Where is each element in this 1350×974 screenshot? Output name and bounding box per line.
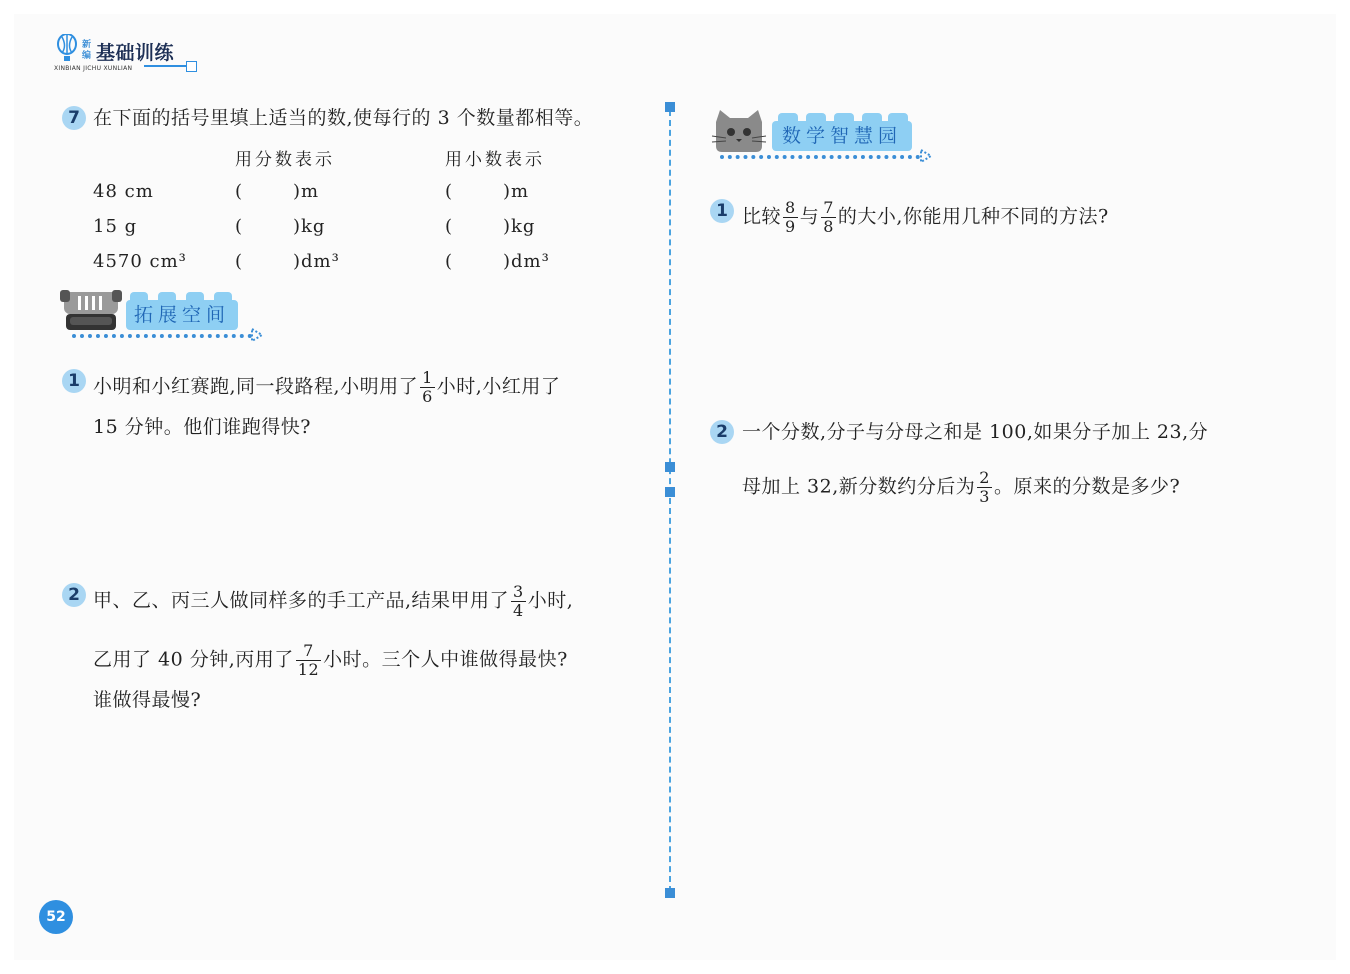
fraction bbox=[296, 642, 321, 679]
arrow-icon bbox=[250, 328, 264, 342]
paren-open: ( bbox=[445, 251, 454, 272]
cat-icon bbox=[710, 108, 768, 154]
dotted-underline bbox=[72, 334, 252, 338]
paren-open: ( bbox=[445, 181, 454, 202]
question-text: 小时,小红用了 bbox=[436, 375, 561, 398]
question-text: 一个分数,分子与分母之和是 100,如果分子加上 23,分 bbox=[742, 421, 1209, 443]
section-title: 拓展空间 bbox=[126, 300, 238, 330]
paren-open: ( bbox=[445, 216, 454, 237]
paren-open: ( bbox=[235, 181, 244, 202]
logo-title: 基础训练 bbox=[96, 42, 175, 64]
logo-box bbox=[186, 61, 197, 72]
question-line bbox=[742, 199, 1109, 236]
unit-cell: )kg bbox=[503, 216, 536, 237]
divider-marker bbox=[665, 888, 675, 898]
fraction bbox=[977, 469, 992, 506]
logo-small-1: 新 bbox=[82, 40, 92, 50]
page-number: 52 bbox=[39, 900, 73, 934]
column-header-fraction: 用分数表示 bbox=[235, 150, 335, 170]
question-number: 2 bbox=[710, 420, 734, 444]
fraction-denominator: 6 bbox=[422, 387, 433, 406]
divider-marker bbox=[665, 487, 675, 497]
question-text: 小时。三个人中谁做得最快? bbox=[323, 648, 568, 671]
fraction-numerator: 3 bbox=[513, 582, 524, 601]
unit-cell: )dm³ bbox=[503, 251, 550, 272]
fraction bbox=[511, 583, 526, 620]
dotted-underline bbox=[720, 155, 920, 159]
fraction-denominator: 9 bbox=[785, 217, 796, 236]
paren-open: ( bbox=[235, 251, 244, 272]
question-text: 甲、乙、丙三人做同样多的手工产品,结果甲用了 bbox=[93, 589, 510, 612]
question-text: 。原来的分数是多少? bbox=[993, 475, 1181, 498]
quantity-cell: 15 g bbox=[93, 216, 138, 237]
fraction-numerator: 7 bbox=[296, 642, 321, 661]
question-number: 1 bbox=[710, 199, 734, 223]
quantity-cell: 48 cm bbox=[93, 181, 154, 202]
question-line bbox=[93, 583, 573, 620]
column-divider bbox=[669, 110, 671, 892]
question-line bbox=[93, 369, 560, 406]
logo-pinyin: XINBIAN JICHU XUNLIAN bbox=[54, 65, 133, 72]
unit-cell: )kg bbox=[293, 216, 326, 237]
fraction-numerator: 2 bbox=[979, 468, 990, 487]
question-text: 15 分钟。他们谁跑得快? bbox=[93, 416, 311, 438]
divider-marker bbox=[665, 102, 675, 112]
fraction-denominator: 4 bbox=[513, 601, 524, 620]
fraction bbox=[783, 199, 798, 236]
question-line bbox=[93, 642, 568, 679]
divider-marker bbox=[665, 462, 675, 472]
question-number: 2 bbox=[62, 583, 86, 607]
paren-open: ( bbox=[235, 216, 244, 237]
fraction bbox=[821, 199, 836, 236]
unit-cell: )dm³ bbox=[293, 251, 340, 272]
logo-small-2: 编 bbox=[82, 51, 92, 61]
fraction bbox=[420, 369, 435, 406]
question-text: 在下面的括号里填上适当的数,使每行的 3 个数量都相等。 bbox=[93, 107, 594, 129]
balloon-icon bbox=[56, 34, 78, 64]
question-line bbox=[742, 469, 1180, 506]
robot-icon bbox=[60, 286, 122, 334]
fraction-numerator: 7 bbox=[823, 198, 834, 217]
section-title: 数学智慧园 bbox=[772, 121, 912, 151]
column-header-decimal: 用小数表示 bbox=[445, 150, 545, 170]
question-text: 小明和小红赛跑,同一段路程,小明用了 bbox=[93, 375, 419, 398]
logo-line bbox=[144, 65, 188, 67]
question-text: 乙用了 40 分钟,丙用了 bbox=[93, 648, 294, 671]
fraction-denominator: 8 bbox=[823, 217, 834, 236]
question-number: 7 bbox=[62, 106, 86, 130]
fraction-denominator: 12 bbox=[297, 660, 320, 679]
question-text: 小时, bbox=[527, 589, 574, 612]
question-number: 1 bbox=[62, 369, 86, 393]
fraction-numerator: 1 bbox=[422, 368, 433, 387]
question-text: 的大小,你能用几种不同的方法? bbox=[837, 205, 1109, 228]
quantity-cell: 4570 cm³ bbox=[93, 251, 187, 272]
fraction-numerator: 8 bbox=[785, 198, 796, 217]
fraction-denominator: 3 bbox=[979, 487, 990, 506]
unit-cell: )m bbox=[293, 181, 320, 202]
unit-cell: )m bbox=[503, 181, 530, 202]
question-text: 谁做得最慢? bbox=[93, 689, 202, 711]
question-text: 母加上 32,新分数约分后为 bbox=[742, 475, 976, 498]
question-text: 比较 bbox=[742, 205, 782, 228]
question-text: 与 bbox=[799, 205, 820, 228]
arrow-icon bbox=[919, 149, 933, 163]
